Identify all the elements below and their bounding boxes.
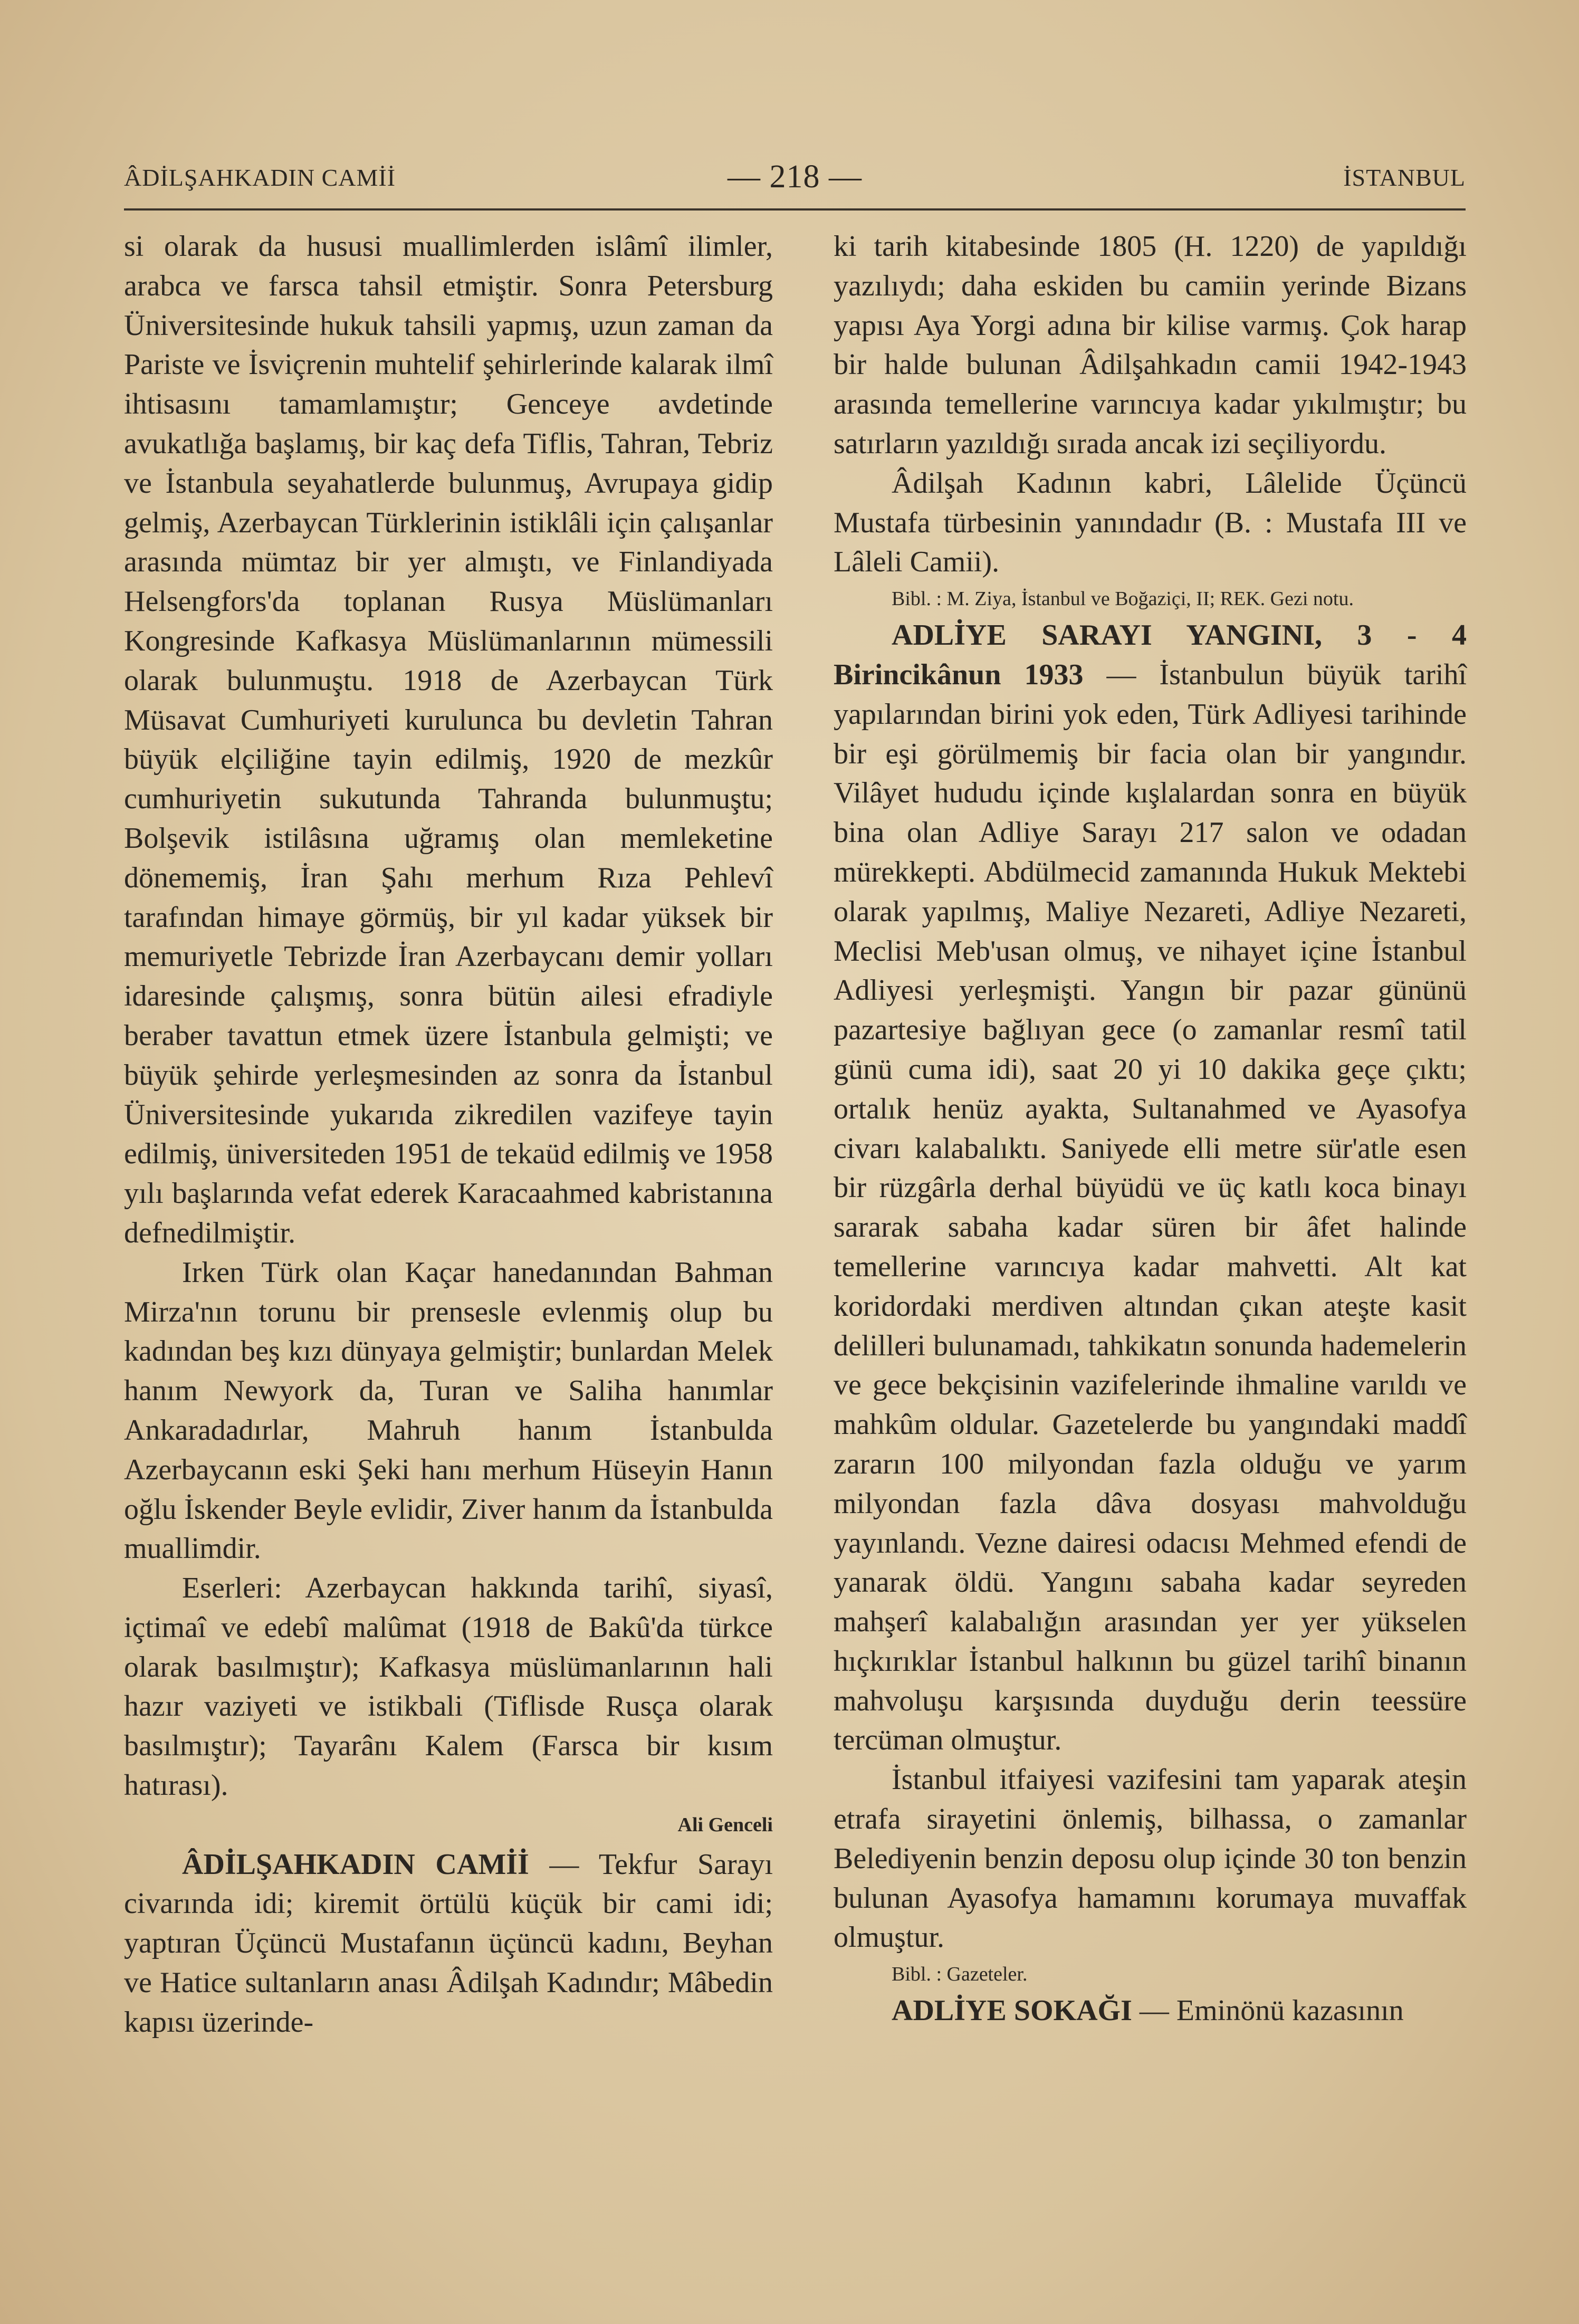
header-right-title: İSTANBUL [1343,164,1466,191]
entry-title: ADLİYE SARAYI YANGINI, 3 - 4 Birincikânun 1933 [834,619,1467,691]
header-left-title: ÂDİLŞAHKADIN CAMİİ [124,164,396,191]
entry-text: — Eminönü kazasının [1132,1994,1404,2027]
paragraph: si olarak da hususi muallimlerden islâmî ilimler, arabca ve farsca tahsil etmiştir. Sonra Petersburg Üniversitesinde hukuk tahsili yapmış, uzun zaman da Pariste ve İsviçrenin muhtelif şehirlerinde kalarak ilmî ihtisasını tamamlamıştır; Genceye avdetinde avukatlığa başlamış, bir kaç defa Tiflis, Tahran, Tebriz ve İstanbula seyahatlerde bulunmuş, Avrupaya gidip gelmiş, Azerbaycan Türklerinin istiklâli için çalışanlar arasında mümtaz bir yer almıştı, ve Finlandiyada Helsengfors'da toplanan Rusya Müslümanları Kongresinde Kafkasya Müslümanlarının mümessili olarak bulunmuştu. 1918 de Azerbaycan Türk Müsavat Cumhuriyeti kurulunca bu devletin Tahran büyük elçiliğine tayin edilmiş, 1920 de mezkûr cumhuriyetin sukutunda Tahranda bulunmuştu; Bolşevik istilâsına uğramış olan memleketine dönememiş, İran Şahı merhum Rıza Pehlevî tarafından himaye görmüş, bir yıl kadar yüksek bir memuriyetle Tebrizde İran Azerbaycanı demir yolları idaresinde çalışmış, sonra bütün ailesi efradiyle beraber tavattun etmek üzere İstanbula gelmişti; ve büyük şehirde yerleşmesinden az sonra da İstanbul Üniversitesinde yukarıda zikredilen vazifeye tayin edilmiş, üniversiteden 1951 de tekaüd edilmiş ve 1958 yılı başlarında vefat ederek Karacaahmed kabristanına defnedilmiştir. [124,230,773,1249]
paragraph: ki tarih kitabesinde 1805 (H. 1220) de yapıldığı yazılıydı; daha eskiden bu camiin yerinde Bizans yapısı Aya Yorgi adına bir kilise varmış. Çok harap bir halde bulunan Âdilşahkadın camii 1942-1943 arasında temellerine varıncıya kadar yıkılmıştır; bu satırların yazıldığı sırada ancak izi seçiliyordu. [834,230,1467,460]
paragraph: Eserleri: Azerbaycan hakkında tarihî, siyasî, içtimaî ve edebî malûmat (1918 de Bakû'da türkce olarak basılmıştır); Kafkasya müslümanlarının hali hazır vaziyeti ve istikbali (Tiflisde Rusça olarak basılmıştır); Tayarânı Kalem (Farsca bir kısım hatırası). [124,1572,773,1802]
entry-title: ADLİYE SOKAĞI [892,1994,1132,2027]
entry-paragraph [834,616,1467,1760]
right-column [834,227,1467,2031]
bibliography: Bibl. : M. Ziya, İstanbul ve Boğaziçi, II; REK. Gezi notu. [892,588,1354,610]
paragraph: İstanbul itfaiyesi vazifesini tam yaparak ateşin etrafa sirayetini önlemiş, bilhassa, o zamanlar Belediyenin benzin deposu olup içinde 30 ton benzin bulunan Ayasofya hamamını korumaya muvaffak olmuştur. [834,1763,1467,1954]
left-column [124,227,773,2042]
entry-paragraph [834,1991,1467,2031]
entry-paragraph [124,1845,773,2042]
running-header [124,158,1466,200]
entry-title: ÂDİLŞAHKADIN CAMİİ [182,1848,529,1881]
header-rule [124,208,1466,211]
paragraph: Âdilşah Kadının kabri, Lâlelide Üçüncü Mustafa türbesinin yanındadır (B. : Mustafa III ve Lâleli Camii). [834,466,1467,579]
bibliography: Bibl. : Gazeteler. [892,1963,1028,1986]
paragraph: Irken Türk olan Kaçar hanedanından Bahman Mirza'nın torunu bir prensesle evlenmiş olup bu kadından beş kızı dünyaya gelmiştir; bunlardan Melek hanım Newyork da, Turan ve Saliha hanımlar Ankaradadırlar, Mahruh hanım İstanbulda Azerbaycanın eski Şeki hanı merhum Hüseyin Hanın oğlu İskender Beyle evlidir, Ziver hanım da İstanbulda muallimdir. [124,1256,773,1565]
entry-text: — İstanbulun büyük tarihî yapılarından birini yok eden, Türk Adliyesi tarihinde bir eşi görülmemiş bir facia olan bir yangındır. Vilâyet hududu içinde kışlalardan sonra en büyük bina olan Adliye Sarayı 217 salon ve odadan mürekkepti. Abdülmecid zamanında Hukuk Mektebi olarak yapılmış, Maliye Nezareti, Adliye Nezareti, Meclisi Meb'usan olmuş, ve nihayet içine İstanbul Adliyesi yerleşmişti. Yangın bir pazar gününü pazartesiye bağlıyan gece (o zamanlar resmî tatil günü cuma idi), saat 20 yi 10 dakika geçe çıktı; ortalık henüz ayakta, Sultanahmed ve Ayasofya civarı kalabalıktı. Saniyede elli metre sür'atle esen bir rüzgârla derhal büyüdü ve üç katlı koca binayı sararak sabaha kadar süren bir âfet halinde temellerine varıncıya kadar mahvetti. Alt kat koridordaki merdiven altından çıkan ateşte kasit delilleri bulunamadı, tahkikatın sonunda hademelerin ve gece bekçisinin vazifelerinde ihmaline varıldı ve mahkûm oldular. Gazetelerde bu yangındaki maddî zararın 100 milyondan fazla olduğu ve yarım milyondan fazla dâva dosyası mahvolduğu yayınlandı. Vezne dairesi odacısı Mehmed efendi de yanarak öldü. Yangını sabaha kadar seyreden mahşerî kalabalığın arasından yer yer yükselen hıçkırıklar İstanbul halkının bu güzel tarihî binanın mahvoluşu karşısında duyduğu derin teessüre tercüman olmuştur. [834,658,1467,1757]
entry-text: — Tekfur Sarayı civarında idi; kiremit örtülü küçük bir cami idi; yaptıran Üçüncü Mustafanın üçüncü kadını, Beyhan ve Hatice sultanların anası Âdilşah Kadındır; Mâbedin kapısı üzerinde- [124,1848,773,2039]
author-signature: Ali Genceli [677,1813,773,1836]
page-number: — 218 — [728,159,862,195]
